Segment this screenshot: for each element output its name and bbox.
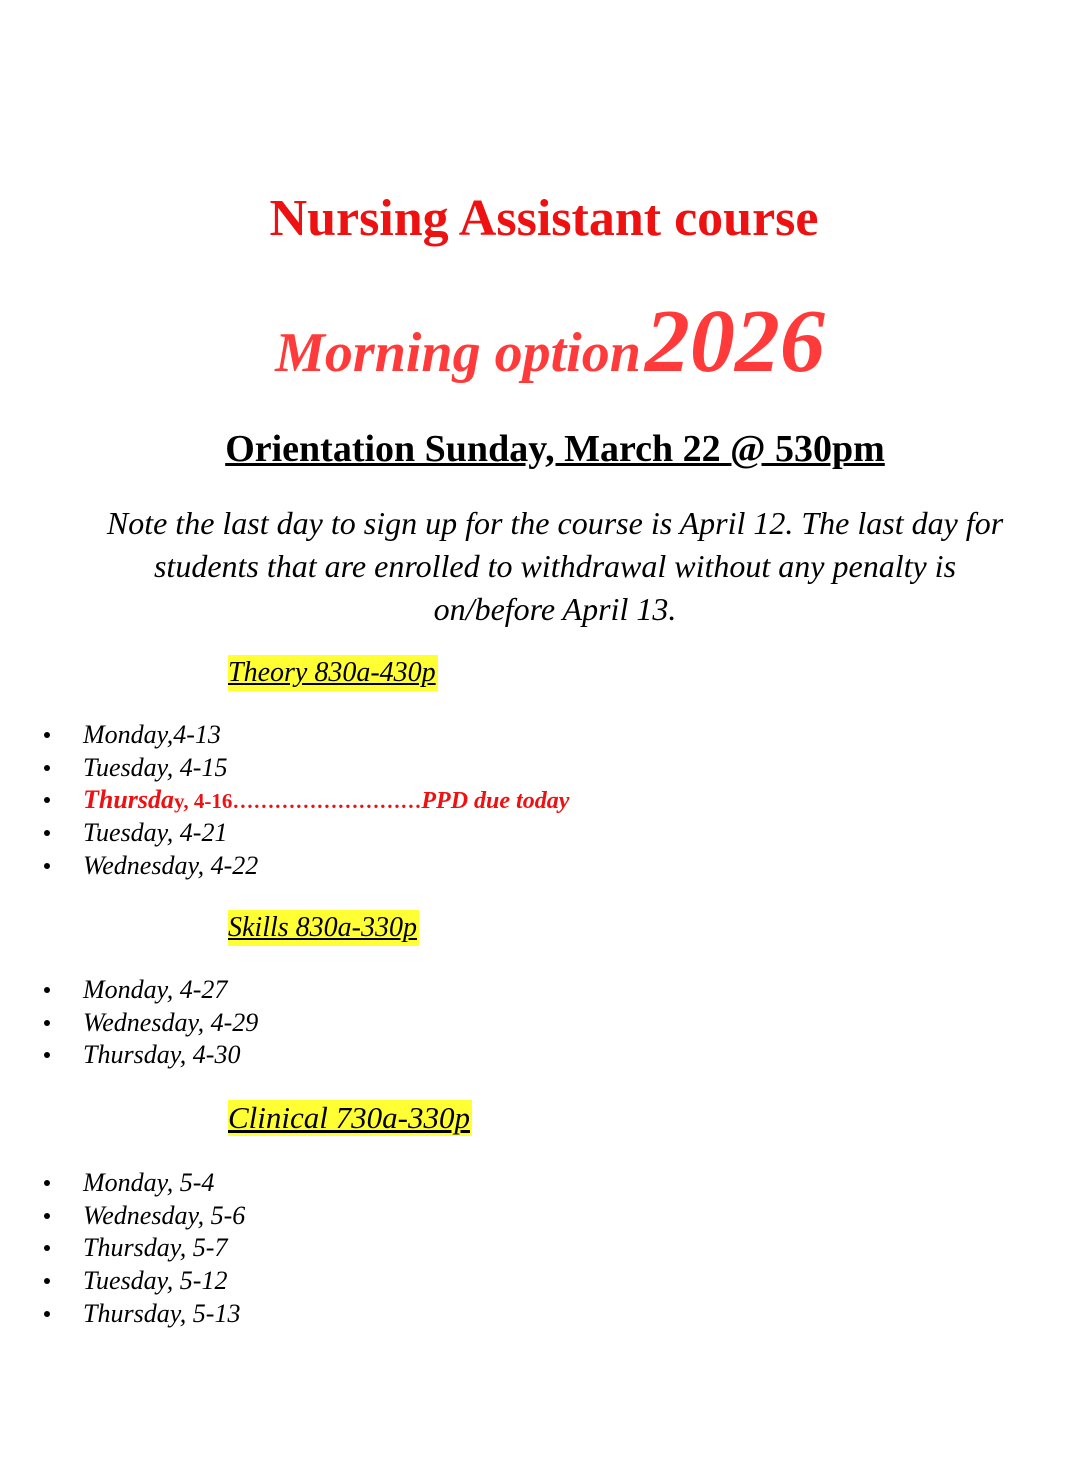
bullet-icon	[44, 1311, 50, 1317]
list-item-highlight	[0, 784, 569, 817]
subtitle-year: 2026	[644, 292, 825, 391]
day-text: Wednesday, 4-22	[83, 850, 259, 880]
day-text: Tuesday, 4-21	[83, 818, 228, 848]
theory-day-list	[0, 719, 569, 882]
day-text: Tuesday, 5-12	[83, 1266, 228, 1296]
bullet-icon	[44, 863, 50, 869]
list-item	[0, 817, 569, 850]
course-title: Nursing Assistant course	[269, 190, 819, 247]
day-text: Wednesday, 4-29	[83, 1007, 259, 1037]
list-item	[0, 719, 569, 752]
list-item	[0, 1007, 258, 1040]
bullet-icon	[44, 1245, 50, 1251]
list-item	[0, 1200, 245, 1233]
bullet-icon	[44, 1052, 50, 1058]
skills-day-list	[0, 974, 258, 1072]
day-text: Monday, 4-27	[83, 975, 228, 1004]
bullet-icon	[44, 1180, 50, 1186]
list-item	[0, 974, 258, 1007]
bullet-icon	[44, 797, 50, 803]
day-text: Tuesday, 4-15	[83, 752, 228, 782]
list-item	[0, 1039, 258, 1072]
day-text: Monday, 5-4	[83, 1168, 215, 1197]
clinical-heading: Clinical 730a-330p	[228, 1100, 470, 1135]
ppd-note: PPD due today	[421, 788, 570, 815]
day-text: Thursday, 5-13	[83, 1298, 241, 1328]
day-text: Monday,4-13	[83, 720, 221, 749]
bullet-icon	[44, 1020, 50, 1026]
bullet-icon	[44, 987, 50, 993]
enrollment-note: Note the last day to sign up for the course is April 12. The last day for students that are enrolled to withdrawal without any penalty is on/before April 13.	[106, 505, 1004, 627]
highlight-date: y, 4-16	[174, 789, 233, 814]
list-item	[0, 752, 569, 785]
highlight-day: Thursda	[83, 785, 175, 815]
highlight-dots: ………………………	[232, 789, 422, 814]
theory-heading: Theory 830a-430p	[228, 655, 438, 691]
list-item	[0, 850, 569, 883]
skills-heading: Skills 830a-330p	[228, 910, 419, 946]
bullet-icon	[44, 1213, 50, 1219]
bullet-icon	[44, 765, 50, 771]
list-item	[0, 1298, 245, 1331]
bullet-icon	[44, 732, 50, 738]
subtitle-words: Morning option	[275, 322, 641, 384]
course-subtitle	[0, 292, 1088, 417]
list-item	[0, 1265, 245, 1298]
day-text: Wednesday, 5-6	[83, 1200, 246, 1230]
bullet-icon	[44, 830, 50, 836]
list-item	[0, 1232, 245, 1265]
list-item	[0, 1167, 245, 1200]
bullet-icon	[44, 1278, 50, 1284]
day-text: Thursday, 4-30	[83, 1040, 241, 1070]
orientation-heading: Orientation Sunday, March 22 @ 530pm	[225, 428, 885, 470]
day-text: Thursday, 5-7	[83, 1233, 228, 1263]
clinical-day-list	[0, 1167, 245, 1330]
